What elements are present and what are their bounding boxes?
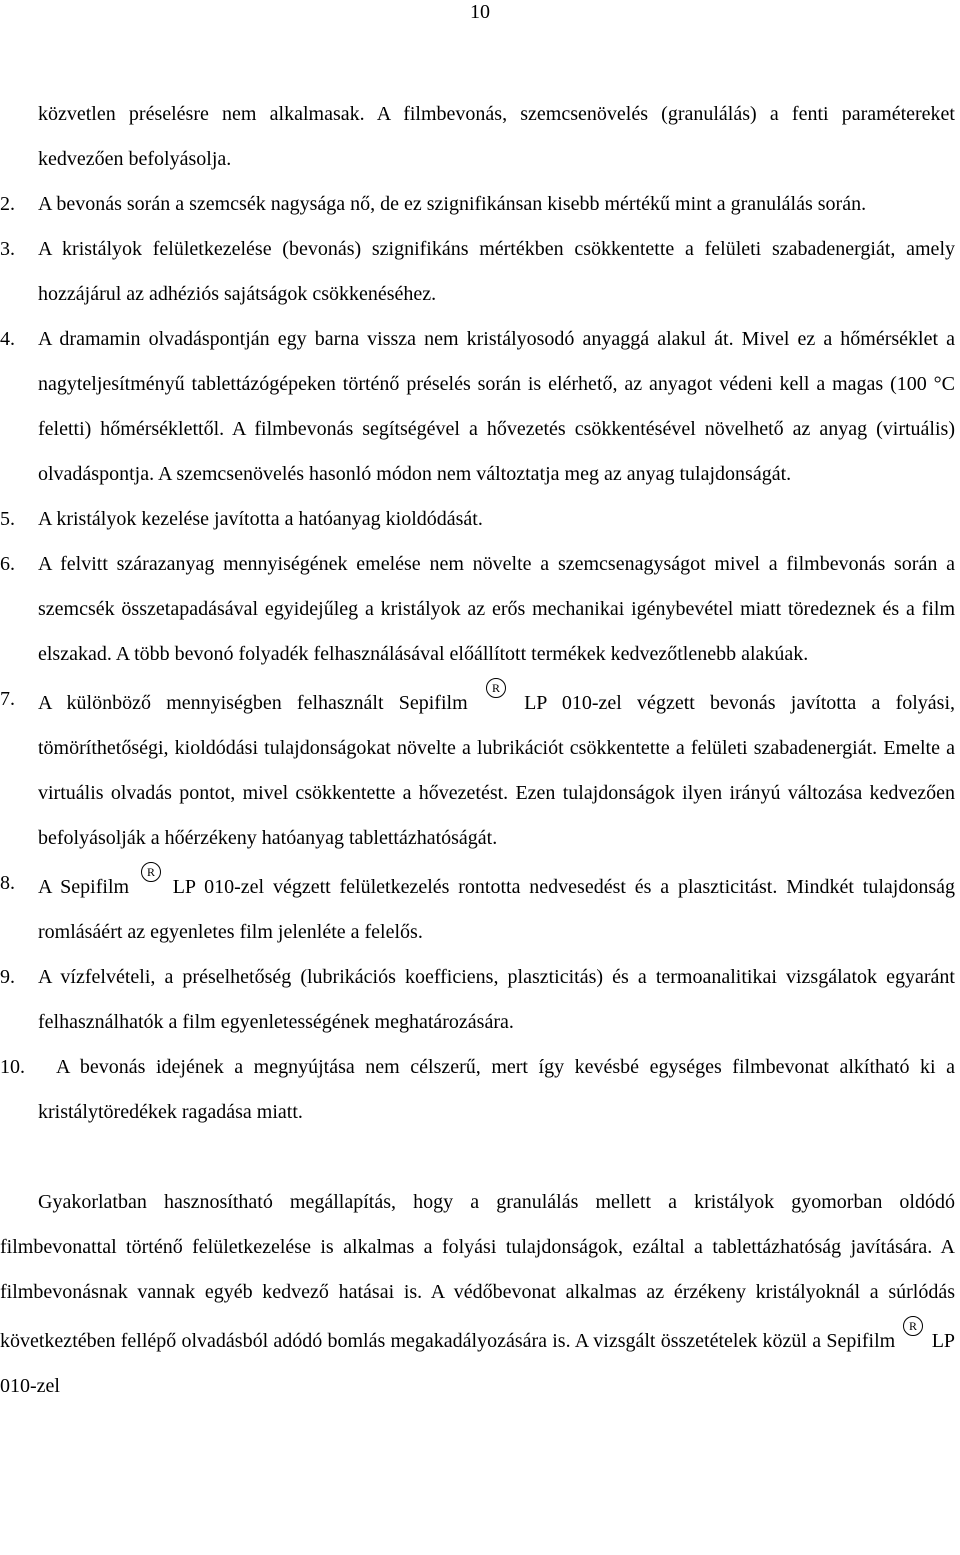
registered-trademark-icon — [485, 677, 507, 699]
list-number: 3. — [0, 238, 15, 260]
page-number: 10 — [470, 1, 490, 23]
svg-text:R: R — [146, 865, 155, 879]
registered-trademark-icon — [140, 861, 162, 883]
list-number: 10. — [0, 1056, 25, 1078]
svg-text:R: R — [491, 681, 500, 695]
list-text: A bevonás idejének a megnyújtása nem célszerű, mert így kevésbé egységes filmbevonat alkítható ki a kristálytöredékek ragadása miatt. — [38, 1056, 955, 1123]
list-number: 6. — [0, 553, 15, 575]
list-item-8 — [0, 861, 956, 955]
list-text-after: LP 010-zel végzett bevonás javította a folyási, tömöríthetőségi, kioldódási tulajdonságokat növelte a lubrikációt csökkentette a felületi szabadenergiát. Emelte a virtuális olvadás pontot, mivel csökkentette a hővezetést. Ezen tulajdonságok ilyen irányú változása kedvezően befolyásolják a hőérzékeny hatóanyag tablettázhatóságát. — [38, 692, 956, 849]
list-item-3 — [0, 227, 955, 317]
list-item-6 — [0, 542, 955, 677]
list-text-before: A különböző mennyiségben felhasznált Sepifilm — [38, 692, 468, 714]
list-item-7 — [0, 677, 956, 861]
list-number: 4. — [0, 328, 15, 350]
document-body — [0, 92, 956, 1429]
list-text: A kristályok felületkezelése (bevonás) szignifikáns mértékben csökkentette a felületi szabadenergiát, amely hozzájárul az adhéziós sajátságok csökkenéséhez. — [38, 238, 955, 305]
list-text: A kristályok kezelése javította a hatóanyag kioldódását. — [38, 508, 483, 530]
list-text: A vízfelvételi, a préselhetőség (lubrikációs koefficiens, plaszticitás) és a termoanalitikai vizsgálatok egyaránt felhasználhatók a film egyenletességének meghatározására. — [38, 966, 955, 1033]
paragraph-text-before: Gyakorlatban hasznosítható megállapítás, hogy a granulálás mellett a kristályok gyomorban oldódó filmbevonattal történő felületkezelése is alkalmas a folyási tulajdonságok, ezáltal a tablettázhatóság javítására. A filmbevonásnak vannak egyéb kedvező hatásai is. A védőbevonat alkalmas az érzékeny kristályoknál a súrlódás következtében fellépő olvadásból adódó bomlás megakadályozására is. A vizsgált összetételek közül a Sepifilm — [0, 1191, 955, 1352]
list-item-10 — [0, 1045, 955, 1135]
list-number: 9. — [0, 966, 15, 988]
list-text: A bevonás során a szemcsék nagysága nő, de ez szignifikánsan kisebb mértékű mint a granulálás során. — [38, 193, 867, 215]
list-text: A dramamin olvadáspontján egy barna vissza nem kristályosodó anyaggá alakul át. Mivel ez a hőmérséklet a nagyteljesítményű tablettázógépeken történő préselés során is elérhető, az anyagot védeni kell a magas (100 °C feletti) hőmérséklettől. A filmbevonás segítségével a hővezetés csökkentésével növelhető az anyag (virtuális) olvadáspontja. A szemcsenövelés hasonló módon nem változtatja meg az anyag tulajdonságát. — [38, 328, 955, 485]
list-number: 2. — [0, 193, 15, 215]
list-text-before: A Sepifilm — [38, 876, 130, 898]
svg-text:R: R — [909, 1319, 918, 1333]
registered-trademark-icon — [902, 1315, 924, 1337]
list-text-after: LP 010-zel végzett felületkezelés rontotta nedvesedést és a plaszticitást. Mindkét tulajdonság romlásáért az egyenletes film jelenléte a felelős. — [38, 876, 956, 943]
paragraph-text-after: LP 010-zel — [0, 1330, 956, 1397]
intro-text: közvetlen préselésre nem alkalmasak. A filmbevonás, szemcsenövelés (granulálás) a fenti paramétereket kedvezően befolyásolja. — [38, 103, 955, 170]
closing-paragraph — [0, 1180, 955, 1409]
list-text: A felvitt szárazanyag mennyiségének emelése nem növelte a szemcsenagyságot mivel a filmbevonás során a szemcsék összetapadásával egyidejűleg a kristályok az erős mechanikai igénybevétel miatt töredeznek és a film elszakad. A több bevonó folyadék felhasználásával előállított termékek kedvezőtlenebb alakúak. — [38, 553, 955, 665]
list-item-9 — [0, 955, 955, 1045]
list-number: 5. — [0, 508, 15, 530]
list-item-2 — [0, 182, 955, 227]
list-number: 7. — [0, 688, 15, 710]
list-item-4 — [0, 317, 955, 497]
list-number: 8. — [0, 872, 15, 894]
list-item-5 — [0, 497, 955, 542]
